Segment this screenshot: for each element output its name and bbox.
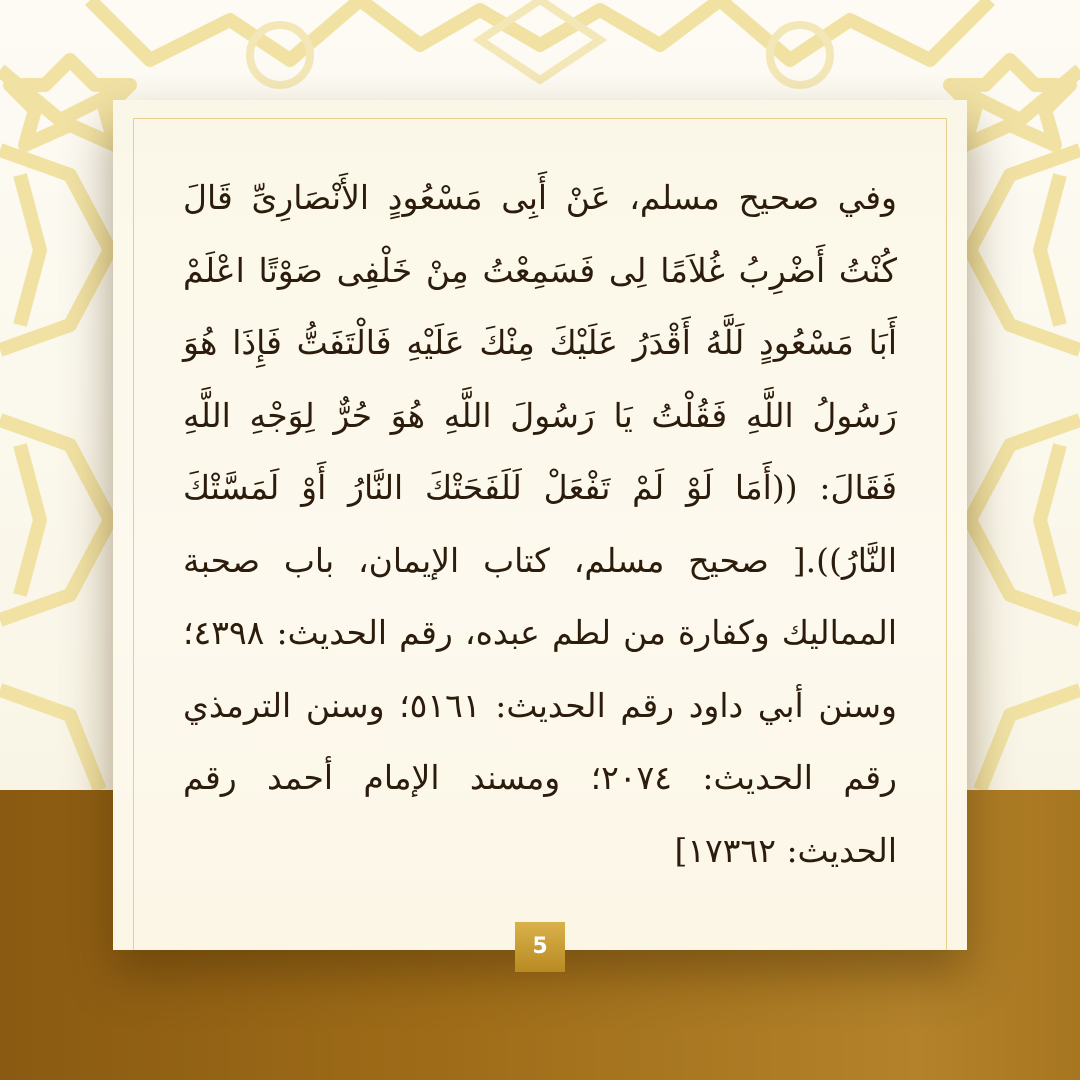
content-card: [113, 100, 967, 950]
hadith-text: وفي صحيح مسلم، عَنْ أَبِى مَسْعُودٍ الأَنْصَارِىِّ قَالَ كُنْتُ أَضْرِبُ غُلاَمًا لِى فَسَمِعْتُ مِنْ خَلْفِى صَوْتًا اعْلَمْ أَبَا مَسْعُودٍ لَلَّهُ أَقْدَرُ عَلَيْكَ مِنْكَ عَلَيْهِ فَالْتَفَتُّ فَإِذَا هُوَ رَسُولُ اللَّهِ فَقُلْتُ يَا رَسُولَ اللَّهِ هُوَ حُرٌّ لِوَجْهِ اللَّهِ فَقَالَ: ((أَمَا لَوْ لَمْ تَفْعَلْ لَلَفَحَتْكَ النَّارُ أَوْ لَمَسَّتْكَ النَّارُ)).[ صحيح مسلم، كتاب الإيمان، باب صحبة المماليك وكفارة من لطم عبده، رقم الحديث: ٤٣٩٨؛ وسنن أبي داود رقم الحديث: ٥١٦١؛ وسنن الترمذي رقم الحديث: ٢٠٧٤؛ ومسند الإمام أحمد رقم الحديث: ١٧٣٦٢]: [183, 178, 897, 870]
page-number-badge: 5: [515, 922, 565, 972]
